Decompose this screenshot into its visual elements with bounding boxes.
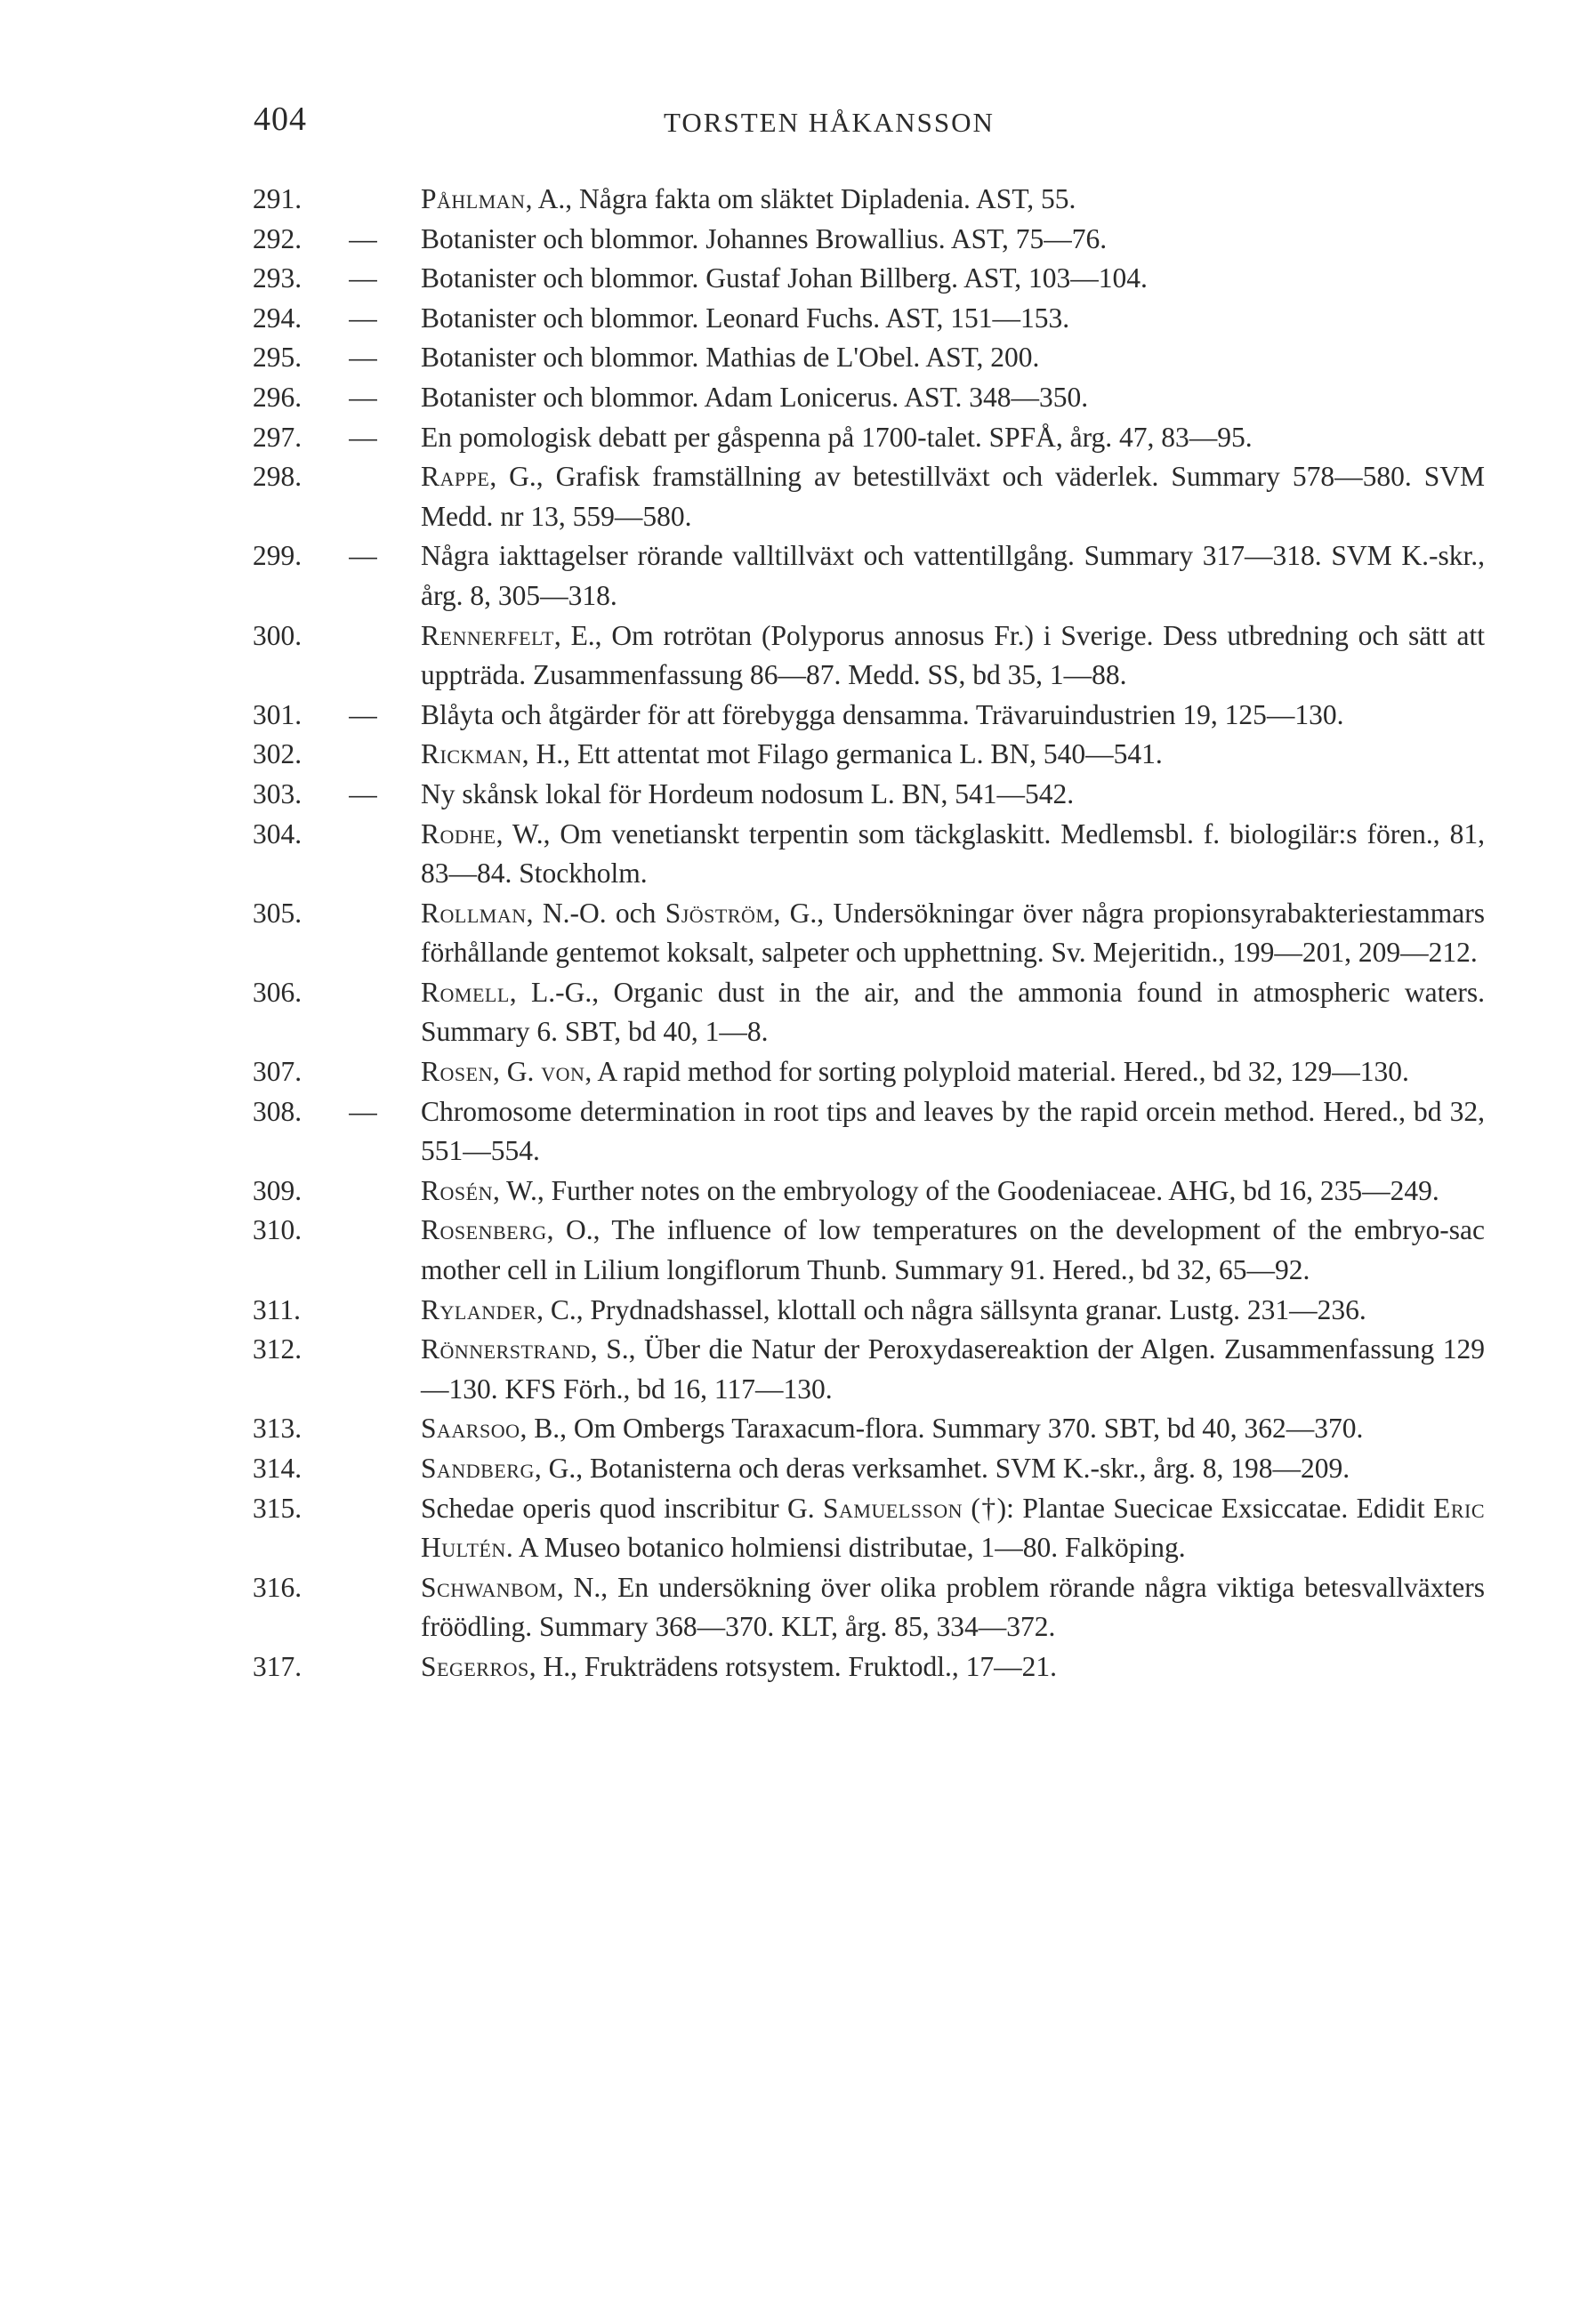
entry-number: 299. — [253, 540, 302, 572]
entry-author: Rickman — [421, 738, 522, 770]
entry-text: Några iakttagelser rörande valltillväxt och vattentillgång. Summary 317—318. SVM K.-skr., årg. 8, 305—318. — [421, 540, 1485, 611]
list-item — [253, 1330, 1485, 1409]
entry-number: 301. — [253, 698, 302, 730]
entry-text: Botanister och blommor. Adam Lonicerus. AST. 348—350. — [421, 381, 1089, 413]
entry-text: , N.-O. och — [526, 897, 665, 929]
entry-author: Rylander — [421, 1293, 537, 1325]
list-item — [253, 815, 1485, 894]
page-number: 404 — [254, 101, 307, 138]
ditto-dash: — — [349, 262, 377, 294]
list-item — [253, 1489, 1485, 1568]
entry-author: Rosenberg — [421, 1214, 547, 1246]
ditto-dash: — — [349, 421, 377, 453]
entry-text: , G. — [492, 1056, 542, 1088]
entry-text: , A., Några fakta om släktet Dipladenia. AST, 55. — [525, 183, 1076, 214]
entry-author-particle: von — [541, 1056, 585, 1088]
ditto-dash: — — [349, 222, 377, 254]
list-item — [253, 1647, 1485, 1687]
entry-text: (†): Plantae Suecicae Exsiccatae. Edidit — [963, 1492, 1434, 1524]
entry-number: 309. — [253, 1174, 302, 1206]
entry-author: Schwanbom — [421, 1571, 557, 1603]
entry-number: 316. — [253, 1571, 302, 1603]
entry-number: 308. — [253, 1095, 302, 1127]
entry-text: , N., En undersökning över olika problem rörande några viktiga betesvallväxters fröödling. Summary 368—370. KLT, årg. 85, 334—372. — [421, 1571, 1485, 1643]
entry-author: Saarsoo — [421, 1413, 520, 1445]
entry-text: , H., Frukträdens rotsystem. Fruktodl., 17—21. — [528, 1650, 1057, 1682]
entry-editor: Eric Hultén — [421, 1492, 1485, 1564]
entry-author: Rosén — [421, 1174, 493, 1206]
entry-text: , H., Ett attentat mot Filago germanica L. BN, 540—541. — [521, 738, 1163, 770]
list-item — [253, 338, 1485, 378]
entry-text: , E., Om rotrötan (Polyporus annosus Fr.) i Sverige. Dess utbredning och sätt att uppträda. Zusammenfassung 86—87. Medd. SS, bd 35, 1—88. — [421, 619, 1485, 691]
entry-text: Botanister och blommor. Johannes Browallius. AST, 75—76. — [421, 222, 1108, 254]
entry-number: 311. — [253, 1293, 301, 1325]
entry-number: 317. — [253, 1650, 302, 1682]
entry-text: , L.-G., Organic dust in the air, and the ammonia found in atmospheric waters. Summary 6. SBT, bd 40, 1—8. — [421, 976, 1485, 1048]
entry-number: 295. — [253, 342, 302, 374]
list-item — [253, 696, 1485, 736]
entry-number: 292. — [253, 222, 302, 254]
entry-author: Segerros — [421, 1650, 529, 1682]
entry-text: , C., Prydnadshassel, klottall och några sällsynta granar. Lustg. 231—236. — [536, 1293, 1366, 1325]
entry-text: , G., Grafisk framställning av betestillväxt och väderlek. Summary 578—580. SVM Medd. nr 13, 559—580. — [421, 461, 1485, 532]
entry-number: 300. — [253, 619, 302, 651]
entry-author: Sandberg — [421, 1453, 535, 1484]
list-item — [253, 180, 1485, 220]
entry-text: , S., Über die Natur der Peroxydasereaktion der Algen. Zusammenfassung 129—130. KFS Förh., bd 16, 117—130. — [421, 1333, 1485, 1405]
entry-number: 297. — [253, 421, 302, 453]
list-item — [253, 894, 1485, 973]
entry-text: , G., Undersökningar över några propionsyrabakteriestammars förhållande gentemot koksalt, salpeter och upphettning. Sv. Mejeritidn., 199—201, 209—212. — [421, 897, 1485, 969]
ditto-dash: — — [349, 342, 377, 374]
entry-author: Rennerfelt — [421, 619, 554, 651]
entry-coauthor: Samuelsson — [823, 1492, 963, 1524]
entry-author: Rosen — [421, 1056, 493, 1088]
entry-text: Blåyta och åtgärder för att förebygga densamma. Trävaruindustrien 19, 125—130. — [421, 698, 1344, 730]
list-item — [253, 735, 1485, 775]
entry-text: Chromosome determination in root tips and leaves by the rapid orcein method. Hered., bd 32, 551—554. — [421, 1095, 1485, 1167]
bibliography-list — [253, 180, 1485, 1687]
entry-author: Romell — [421, 976, 510, 1008]
entry-number: 306. — [253, 976, 302, 1008]
ditto-dash: — — [349, 1095, 377, 1127]
entry-text: En pomologisk debatt per gåspenna på 1700-talet. SPFÅ, årg. 47, 83—95. — [421, 421, 1253, 453]
entry-number: 310. — [253, 1214, 302, 1246]
ditto-dash: — — [349, 302, 377, 334]
entry-number: 315. — [253, 1492, 302, 1524]
entry-author: Påhlman — [421, 183, 526, 214]
list-item — [253, 220, 1485, 260]
list-item — [253, 418, 1485, 458]
entry-author: Rollman — [421, 897, 527, 929]
list-item — [253, 1172, 1485, 1212]
entry-text: , O., The influence of low temperatures on the development of the embryo-sac mother cell in Lilium longiflorum Thunb. Summary 91. Hered., bd 32, 65—92. — [421, 1214, 1485, 1286]
entry-number: 291. — [253, 183, 302, 214]
entry-coauthor: Sjöström — [665, 897, 774, 929]
list-item — [253, 1211, 1485, 1290]
list-item — [253, 616, 1485, 696]
ditto-dash: — — [349, 540, 377, 572]
entry-text: , W., Further notes on the embryology of the Goodeniaceae. AHG, bd 16, 235—249. — [492, 1174, 1439, 1206]
list-item — [253, 457, 1485, 536]
list-item — [253, 378, 1485, 418]
entry-number: 307. — [253, 1056, 302, 1088]
entry-number: 294. — [253, 302, 302, 334]
list-item — [253, 536, 1485, 616]
entry-text: , G., Botanisterna och deras verksamhet. SVM K.-skr., årg. 8, 198—209. — [534, 1453, 1350, 1484]
entry-number: 303. — [253, 777, 302, 809]
list-item — [253, 775, 1485, 815]
entry-number: 304. — [253, 817, 302, 850]
ditto-dash: — — [349, 698, 377, 730]
list-item — [253, 1291, 1485, 1331]
list-item — [253, 259, 1485, 299]
entry-text: . A Museo botanico holmiensi distributae, 1—80. Falköping. — [505, 1532, 1186, 1564]
list-item — [253, 1568, 1485, 1647]
ditto-dash: — — [349, 777, 377, 809]
entry-number: 305. — [253, 897, 302, 929]
list-item — [253, 299, 1485, 339]
entry-text: Schedae operis quod inscribitur G. — [421, 1492, 824, 1524]
entry-author: Rönnerstrand — [421, 1333, 591, 1365]
entry-text: , W., Om venetianskt terpentin som täckglaskitt. Medlemsbl. f. biologilär:s fören., 81, 83—84. Stockholm. — [421, 817, 1485, 890]
list-item — [253, 1449, 1485, 1489]
entry-number: 314. — [253, 1453, 302, 1484]
entry-number: 302. — [253, 738, 302, 770]
entry-number: 313. — [253, 1413, 302, 1445]
ditto-dash: — — [349, 381, 377, 413]
entry-number: 298. — [253, 461, 302, 493]
entry-number: 293. — [253, 262, 302, 294]
entry-author: Rappe — [421, 461, 490, 493]
entry-text: , A rapid method for sorting polyploid material. Hered., bd 32, 129—130. — [584, 1056, 1409, 1088]
list-item — [253, 1052, 1485, 1092]
list-item — [253, 1092, 1485, 1172]
entry-text: , B., Om Ombergs Taraxacum-flora. Summary 370. SBT, bd 40, 362—370. — [520, 1413, 1364, 1445]
list-item — [253, 973, 1485, 1052]
entry-number: 312. — [253, 1333, 302, 1365]
entry-text: Botanister och blommor. Leonard Fuchs. AST, 151—153. — [421, 302, 1070, 334]
entry-text: Ny skånsk lokal för Hordeum nodosum L. BN, 541—542. — [421, 777, 1075, 809]
entry-text: Botanister och blommor. Mathias de L'Obel. AST, 200. — [421, 342, 1040, 374]
entry-number: 296. — [253, 381, 302, 413]
list-item — [253, 1409, 1485, 1449]
entry-text: Botanister och blommor. Gustaf Johan Billberg. AST, 103—104. — [421, 262, 1148, 294]
running-head: TORSTEN HÅKANSSON — [664, 107, 995, 138]
entry-author: Rodhe — [421, 817, 496, 850]
